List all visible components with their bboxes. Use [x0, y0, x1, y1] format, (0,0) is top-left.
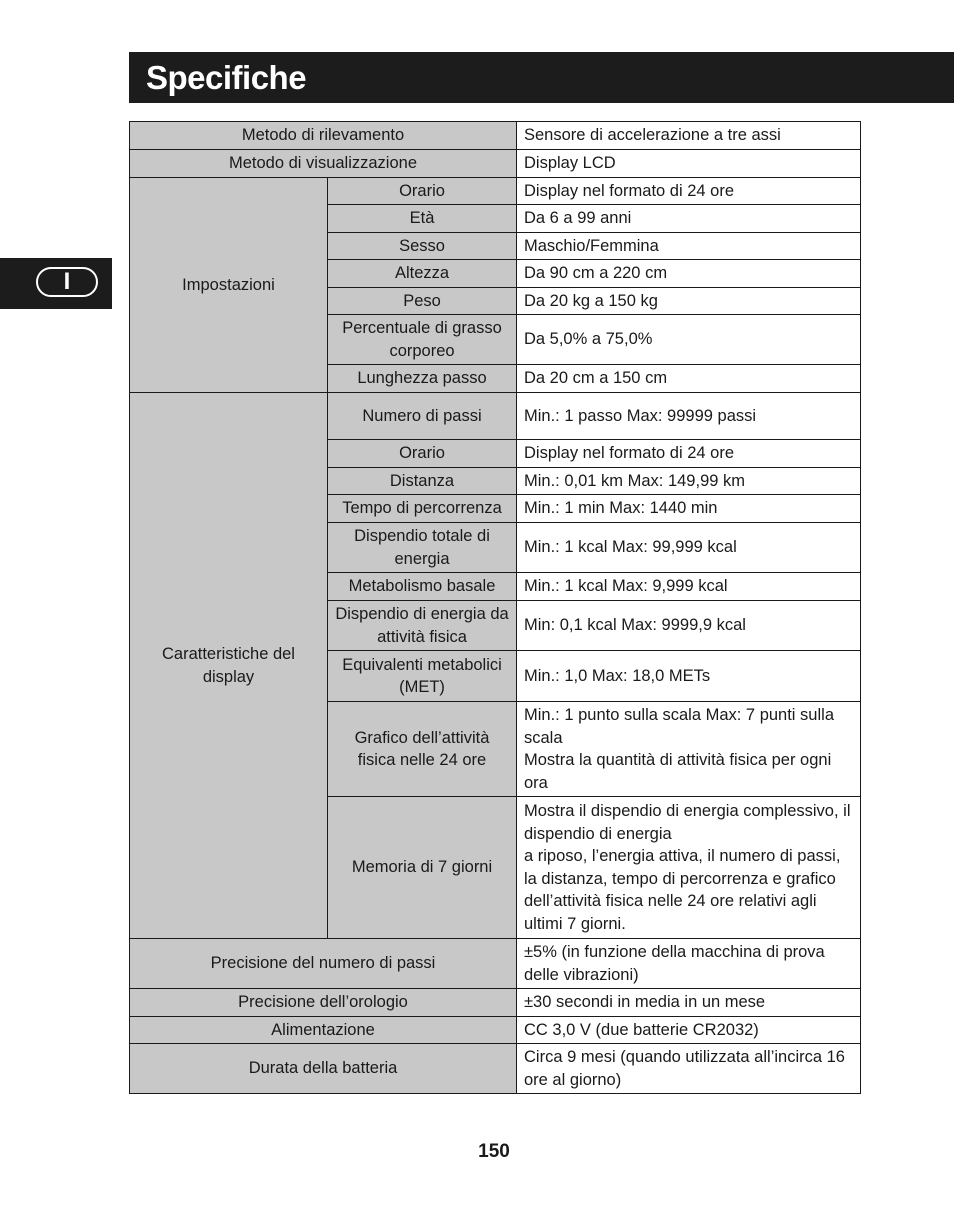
spec-value: Display LCD [517, 150, 861, 178]
table-row [130, 178, 861, 205]
spec-sublabel: Percentuale di grasso corporeo [328, 315, 517, 365]
spec-value: Da 90 cm a 220 cm [517, 260, 861, 288]
spec-label: Metodo di rilevamento [130, 122, 517, 150]
table-row [130, 989, 861, 1017]
spec-value: Da 20 kg a 150 kg [517, 288, 861, 315]
page-number: 150 [478, 1141, 510, 1162]
spec-value: Min.: 1,0 Max: 18,0 METs [517, 651, 861, 702]
language-tab [0, 258, 112, 309]
spec-value: Min.: 1 punto sulla scala Max: 7 punti sulla scala Mostra la quantità di attività fisica per ogni ora [517, 702, 861, 797]
spec-sublabel: Orario [328, 178, 517, 205]
spec-value: Da 6 a 99 anni [517, 205, 861, 233]
spec-value: Display nel formato di 24 ore [517, 178, 861, 205]
spec-sublabel: Dispendio di energia da attività fisica [328, 601, 517, 651]
spec-sublabel: Equivalenti metabolici (MET) [328, 651, 517, 702]
spec-value: Maschio/Femmina [517, 233, 861, 260]
spec-sublabel: Dispendio totale di energia [328, 523, 517, 573]
group-label-impostazioni: Impostazioni [130, 178, 328, 393]
table-row [130, 122, 861, 150]
spec-sublabel: Memoria di 7 giorni [328, 797, 517, 939]
spec-label: Durata della batteria [130, 1044, 517, 1094]
spec-value: Min.: 0,01 km Max: 149,99 km [517, 468, 861, 495]
spec-table [129, 121, 861, 1094]
table-row [130, 1044, 861, 1094]
title-bar [129, 52, 954, 103]
spec-value: Min.: 1 kcal Max: 9,999 kcal [517, 573, 861, 601]
spec-value: CC 3,0 V (due batterie CR2032) [517, 1017, 861, 1044]
spec-sublabel: Sesso [328, 233, 517, 260]
spec-value: Min.: 1 passo Max: 99999 passi [517, 393, 861, 440]
spec-value: Min: 0,1 kcal Max: 9999,9 kcal [517, 601, 861, 651]
spec-value: Da 5,0% a 75,0% [517, 315, 861, 365]
table-row [130, 150, 861, 178]
spec-sublabel: Lunghezza passo [328, 365, 517, 393]
spec-sublabel: Metabolismo basale [328, 573, 517, 601]
spec-value: Display nel formato di 24 ore [517, 440, 861, 468]
spec-label: Precisione del numero di passi [130, 939, 517, 989]
spec-sublabel: Grafico dell’attività fisica nelle 24 ore [328, 702, 517, 797]
spec-label: Alimentazione [130, 1017, 517, 1044]
table-row [130, 939, 861, 989]
language-badge: I [36, 267, 98, 297]
spec-sublabel: Numero di passi [328, 393, 517, 440]
table-row [130, 1017, 861, 1044]
spec-sublabel: Tempo di percorrenza [328, 495, 517, 523]
spec-label: Metodo di visualizzazione [130, 150, 517, 178]
spec-value: Sensore di accelerazione a tre assi [517, 122, 861, 150]
spec-sublabel: Altezza [328, 260, 517, 288]
group-label-display: Caratteristiche del display [130, 393, 328, 939]
spec-sublabel: Orario [328, 440, 517, 468]
spec-value: Da 20 cm a 150 cm [517, 365, 861, 393]
spec-label: Precisione dell’orologio [130, 989, 517, 1017]
spec-value: ±30 secondi in media in un mese [517, 989, 861, 1017]
spec-sublabel: Distanza [328, 468, 517, 495]
spec-value: Min.: 1 min Max: 1440 min [517, 495, 861, 523]
spec-sublabel: Peso [328, 288, 517, 315]
spec-value: Circa 9 mesi (quando utilizzata all’incirca 16 ore al giorno) [517, 1044, 861, 1094]
spec-sublabel: Età [328, 205, 517, 233]
spec-value: ±5% (in funzione della macchina di prova delle vibrazioni) [517, 939, 861, 989]
spec-value: Mostra il dispendio di energia complessivo, il dispendio di energia a riposo, l’energia attiva, il numero di passi, la distanza, tempo di percorrenza e grafico dell’attività fisica nelle 24 ore relativi agli ultimi 7 giorni. [517, 797, 861, 939]
table-row [130, 393, 861, 440]
page-title: Specifiche [146, 59, 307, 96]
spec-value: Min.: 1 kcal Max: 99,999 kcal [517, 523, 861, 573]
